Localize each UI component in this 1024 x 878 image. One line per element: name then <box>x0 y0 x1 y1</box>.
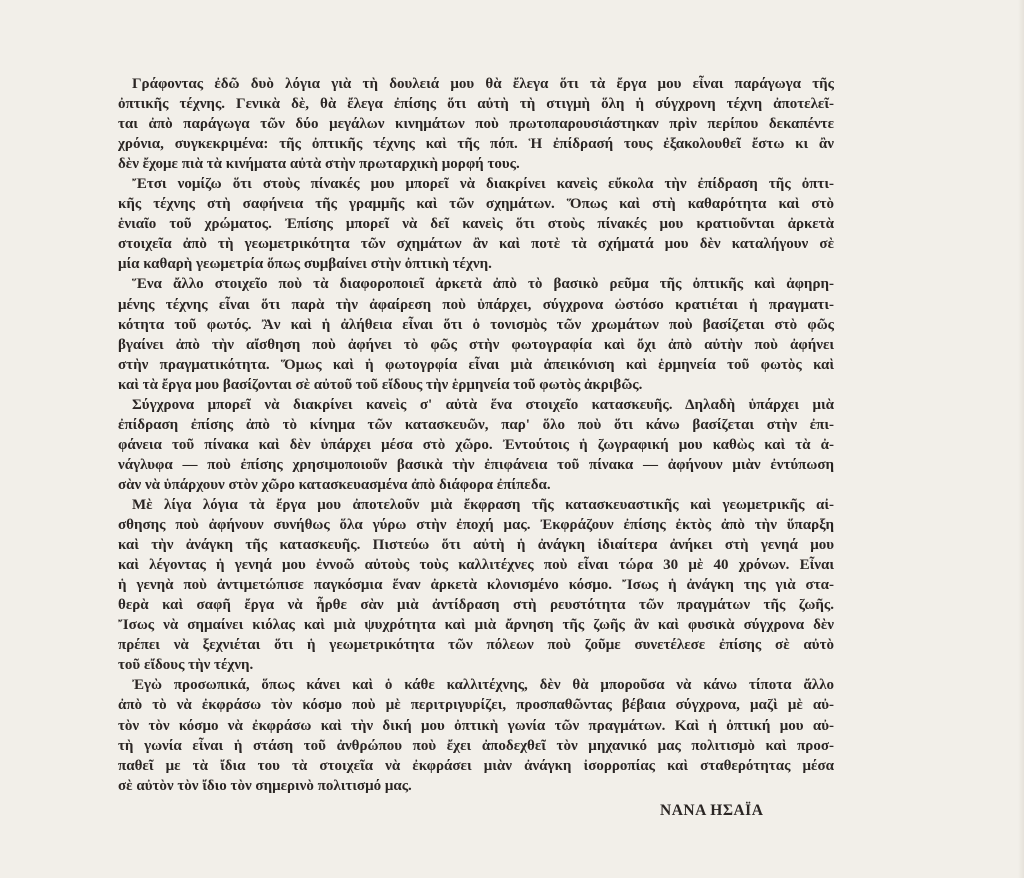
text-line: στοιχεῖα ἀπὸ τὴ γεωμετρικότητα τῶν σχημάτων ἂν καὶ ποτὲ τὰ σχήματά μου δὲν καταλήγουν σὲ <box>118 236 834 253</box>
text-line: καὶ τὴν ἀνάγκη τῆς κατασκευῆς. Πιστεύω ὅτι αὐτὴ ἡ ἀνάγκη ἰδιαίτερα ἀνήκει στὴ γενηά μου <box>118 537 834 554</box>
text-line: Ἔτσι νομίζω ὅτι στοὺς πίνακές μου μπορεῖ νὰ διακρίνει κανεὶς εὔκολα τὴν ἐπίδραση τῆς ὀπτι- <box>132 176 834 193</box>
text-line: Γράφοντας ἐδῶ δυὸ λόγια γιὰ τὴ δουλειά μου θὰ ἔλεγα ὅτι τὰ ἔργα μου εἶναι παράγωγα τῆς <box>132 76 834 92</box>
text-line: Σύγχρονα μπορεῖ νὰ διακρίνει κανεὶς σ' αὐτὰ ἕνα στοιχεῖο κατασκευῆς. Δηλαδὴ ὑπάρχει μιὰ <box>132 396 834 413</box>
text-line: κότητα τοῦ φωτός. Ἂν καὶ ἡ ἀλήθεια εἶναι ὅτι ὁ τονισμὸς τῶν χρωμάτων ποὺ βασίζεται στὸ φῶς <box>118 316 834 333</box>
text-line: θερὰ καὶ σαφῆ ἔργα νὰ ἦρθε σὰν μιὰ ἀντίδραση στὴ ρευστότητα τῶν πραγμάτων τῆς ζωῆς. <box>118 597 834 614</box>
text-line: ὀπτικῆς τέχνης. Γενικὰ δὲ, θὰ ἔλεγα ἐπίσης ὅτι αὐτὴ τὴ στιγμὴ ὅλη ἡ σύγχρονη τέχνη ἀποτελεῖ- <box>118 96 834 113</box>
text-line: καὶ τὰ ἔργα μου βασίζονται σὲ αὐτοῦ τοῦ εἴδους τὴν ἑρμηνεία τοῦ φωτὸς ἀκριβῶς. <box>118 376 643 393</box>
text-line: σθησης ποὺ ἀφήνουν συνήθως ὅλα γύρω στὴν ἐποχή μας. Ἐκφράζουν ἐπίσης ἐκτὸς ἀπὸ τὴν ὕπαρξη <box>118 517 834 534</box>
paragraph <box>118 395 834 495</box>
page-edge <box>1018 0 1024 878</box>
text-line: Μὲ λίγα λόγια τὰ ἔργα μου ἀποτελοῦν μιὰ ἔκφραση τῆς κατασκευαστικῆς καὶ γεωμετρικῆς αἰ- <box>132 496 834 513</box>
text-line: ται ἀπὸ παράγωγα τῶν δύο μεγάλων κινημάτων ποὺ πρωτοπαρουσιάστηκαν πρὶν περίπου δεκαπέντε <box>118 116 834 133</box>
paragraph <box>118 495 834 675</box>
text-line: νάγλυφα — ποὺ ἐπίσης χρησιμοποιοῦν βασικὰ τὴν ἐπιφάνεια τοῦ πίνακα — ἀφήνουν μιὰν ἐντύπωση <box>118 456 834 473</box>
text-line: πρέπει νὰ ξεχνιέται ὅτι ἡ γεωμετρικότητα τῶν πόλεων ποὺ ζοῦμε συνετέλεσε ἐπίσης σὲ αὐτὸ <box>118 637 834 654</box>
text-line: χρόνια, συγκεκριμένα: τῆς ὀπτικῆς τέχνης καὶ τῆς πόπ. Ἡ ἐπίδρασή τους ἐξακολουθεῖ ἔστω κι ἂν <box>118 136 834 153</box>
document-body <box>118 74 834 796</box>
text-line: τοῦ εἴδους τὴν τέχνη. <box>118 657 254 674</box>
text-line: παθεῖ με τὰ ἴδια του τὰ στοιχεῖα νὰ ἐκφράσει μιὰν ἀνάγκη ἰσορροπίας καὶ σταθερότητας μέσα <box>118 757 834 774</box>
text-line: τὸν τὸν κόσμο νὰ ἐκφράσω καὶ τὴν δική μου ὀπτικὴ γωνία τῶν πραγμάτων. Καὶ ἡ ὀπτική μου αὐ- <box>118 717 834 734</box>
text-line: καὶ λέγοντας ἡ γενηά μου ἐννοῶ αὐτοὺς τοὺς καλλιτέχνες ποὺ εἶναι τώρα 30 μὲ 40 χρόνων. Εἶναι <box>118 557 834 574</box>
text-line: Ἴσως νὰ σημαίνει κιόλας καὶ μιὰ ψυχρότητα καὶ μιὰ ἄρνηση τῆς ζωῆς ἂν καὶ φυσικὰ σύγχρονα δὲν <box>118 617 834 634</box>
paragraph <box>118 675 834 795</box>
text-line: Ἕνα ἄλλο στοιχεῖο ποὺ τὰ διαφοροποιεῖ ἀρκετὰ ἀπὸ τὸ βασικὸ ρεῦμα τῆς ὀπτικῆς καὶ ἀφηρη- <box>132 276 834 293</box>
text-line: ἀπὸ τὸ νὰ ἐκφράσω τὸν κόσμο ποὺ μὲ περιτριγυρίζει, προσπαθῶντας βέβαια σύγχρονα, μαζὶ μὲ αὐ- <box>118 697 834 714</box>
paragraph <box>118 274 834 394</box>
text-line: ἑνιαῖο τοῦ χρώματος. Ἐπίσης μπορεῖ νὰ δεῖ κανεὶς ὅτι στοὺς πίνακές μου κρατιοῦνται ἀρκετὰ <box>118 216 834 233</box>
text-line: στὴν πραγματικότητα. Ὅμως καὶ ἡ φωτογρφία εἶναι μιὰ ἀπεικόνιση καὶ ἑρμηνεία τοῦ φωτὸς καὶ <box>118 356 834 373</box>
text-line: μένης τέχνης εἶναι ὅτι παρὰ τὴν ἀφαίρεση ποὺ ὑπάρχει, σύγχρονα ὡστόσο κρατιέται ἡ πραγματι- <box>118 296 834 313</box>
text-line: φάνεια τοῦ πίνακα καὶ δὲν ὑπάρχει μέσα στὸ χῶρο. Ἐντούτοις ἡ ζωγραφική μου καθὼς καὶ τὰ ἀ- <box>118 436 834 453</box>
text-line: ἡ γενηὰ ποὺ ἀντιμετώπισε παγκόσμια ἕναν ἀρκετὰ κλονισμένο κόσμο. Ἴσως ἡ ἀνάγκη της γιὰ στα- <box>118 577 834 594</box>
paragraph <box>118 74 834 174</box>
text-line: δὲν ἔχομε πιὰ τὰ κινήματα αὐτὰ στὴν πρωταρχικὴ μορφή τους. <box>118 156 520 173</box>
text-line: σὲ αὐτὸν τὸν ἴδιο τὸν σημερινὸ πολιτισμό μας. <box>118 777 412 794</box>
text-line: βγαίνει ἀπὸ τὴν αἴσθηση ποὺ ἀφήνει τὸ φῶς στὴν φωτογραφία καὶ ὄχι ἀπὸ αὐτὴν ποὺ ἀφήνει <box>118 336 834 353</box>
author-signature: ΝΑΝΑ ΗΣΑΪΑ <box>660 802 764 819</box>
text-line: τὴ γωνία εἶναι ἡ στάση τοῦ ἀνθρώπου ποὺ ἔχει ἀποδεχθεῖ τὸν μηχανικό μας πολιτισμὸ καὶ προσ- <box>118 737 834 754</box>
paragraph <box>118 174 834 274</box>
text-line: μία καθαρὴ γεωμετρία ὅπως συμβαίνει στὴν ὀπτικὴ τέχνη. <box>118 256 492 273</box>
text-line: Ἐγὼ προσωπικά, ὅπως κάνει καὶ ὁ κάθε καλλιτέχνης, δὲν θὰ μποροῦσα νὰ κάνω τίποτα ἄλλο <box>132 677 834 694</box>
text-line: σὰν νὰ ὑπάρχουν στὸν χῶρο κατασκευασμένα ἀπὸ διάφορα ἐπίπεδα. <box>118 476 551 493</box>
text-line: κῆς τέχνης στὴ σαφήνεια τῆς γραμμῆς καὶ τῶν σχημάτων. Ὅπως καὶ στὴ καθαρότητα καὶ στὸ <box>118 196 834 213</box>
text-line: ἐπίδραση ἐπίσης ἀπὸ τὸ κίνημα τῶν κατασκευῶν, παρ' ὅλο ποὺ ὅτι κάνω βασίζεται στὴν ἐπι- <box>118 416 834 433</box>
